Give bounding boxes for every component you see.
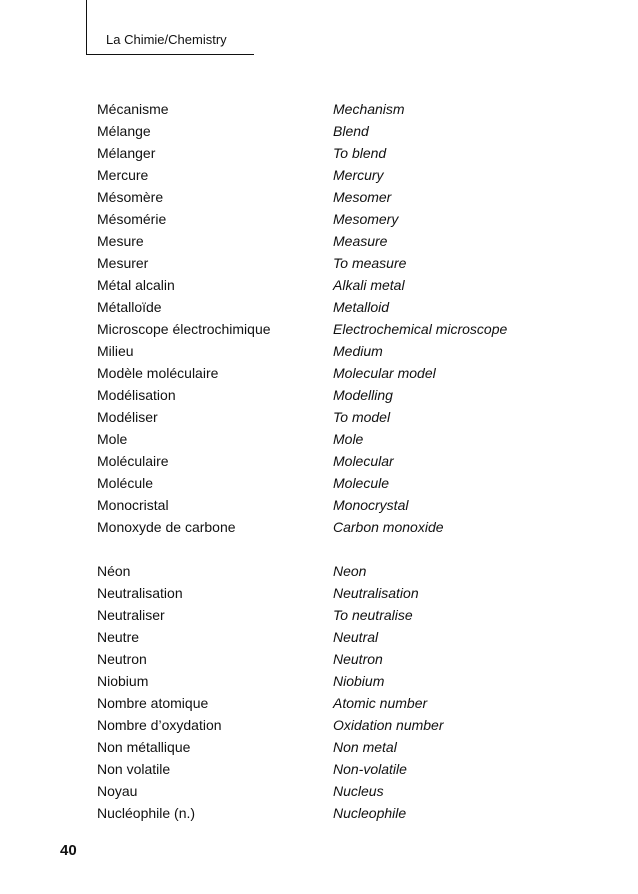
french-term: Modélisation — [97, 387, 176, 403]
english-term: Modelling — [333, 387, 393, 403]
header-horizontal-rule — [86, 54, 254, 55]
glossary-entry — [97, 472, 557, 494]
glossary-entry — [97, 142, 557, 164]
french-term: Métalloïde — [97, 299, 162, 315]
english-term: Atomic number — [333, 695, 428, 711]
english-term: Non metal — [333, 739, 397, 755]
glossary-entry — [97, 714, 557, 736]
french-term: Mesure — [97, 233, 144, 249]
glossary-entry — [97, 582, 557, 604]
french-term: Néon — [97, 563, 131, 579]
glossary-entry — [97, 428, 557, 450]
glossary-list — [97, 98, 557, 824]
glossary-entry — [97, 604, 557, 626]
french-term: Non métallique — [97, 739, 191, 755]
english-term: Medium — [333, 343, 383, 359]
english-term: Neutralisation — [333, 585, 419, 601]
english-term: Mesomery — [333, 211, 399, 227]
french-term: Mésomère — [97, 189, 164, 205]
glossary-entry — [97, 780, 557, 802]
glossary-entry — [97, 626, 557, 648]
glossary-entry — [97, 274, 557, 296]
french-term: Métal alcalin — [97, 277, 175, 293]
english-term: To neutralise — [333, 607, 413, 623]
page-number: 40 — [60, 842, 77, 859]
english-term: Mercury — [333, 167, 384, 183]
french-term: Milieu — [97, 343, 134, 359]
header-vertical-rule — [86, 0, 87, 54]
glossary-entry — [97, 516, 557, 538]
french-term: Neutron — [97, 651, 147, 667]
french-term: Microscope électrochimique — [97, 321, 271, 337]
english-term: To model — [333, 409, 391, 425]
french-term: Nombre d’oxydation — [97, 717, 222, 733]
french-term: Neutraliser — [97, 607, 165, 623]
english-term: Electrochemical microscope — [333, 321, 508, 337]
glossary-entry — [97, 670, 557, 692]
english-term: Niobium — [333, 673, 385, 689]
glossary-entry — [97, 164, 557, 186]
glossary-entry — [97, 208, 557, 230]
english-term: Neutral — [333, 629, 379, 645]
glossary-entry — [97, 692, 557, 714]
glossary-entry — [97, 340, 557, 362]
english-term: Non-volatile — [333, 761, 407, 777]
glossary-entry — [97, 362, 557, 384]
english-term: Molecular model — [333, 365, 436, 381]
french-term: Mésomérie — [97, 211, 167, 227]
french-term: Nucléophile (n.) — [97, 805, 196, 821]
english-term: To measure — [333, 255, 407, 271]
glossary-entry — [97, 230, 557, 252]
english-term: Mechanism — [333, 101, 405, 117]
french-term: Mole — [97, 431, 128, 447]
english-term: Nucleophile — [333, 805, 407, 821]
french-term: Noyau — [97, 783, 138, 799]
french-term: Monocristal — [97, 497, 169, 513]
english-term: Neon — [333, 563, 367, 579]
glossary-entry — [97, 406, 557, 428]
english-term: Molecular — [333, 453, 394, 469]
french-term: Mercure — [97, 167, 149, 183]
glossary-entry — [97, 758, 557, 780]
glossary-entry — [97, 648, 557, 670]
french-term: Molécule — [97, 475, 154, 491]
french-term: Modéliser — [97, 409, 158, 425]
english-term: Mesomer — [333, 189, 392, 205]
glossary-entry — [97, 384, 557, 406]
french-term: Monoxyde de carbone — [97, 519, 236, 535]
english-term: Molecule — [333, 475, 390, 491]
french-term: Mécanisme — [97, 101, 169, 117]
glossary-entry — [97, 736, 557, 758]
english-term: Measure — [333, 233, 388, 249]
glossary-entry — [97, 296, 557, 318]
english-term: Oxidation number — [333, 717, 444, 733]
running-head: La Chimie/Chemistry — [106, 32, 227, 47]
glossary-entry — [97, 98, 557, 120]
glossary-entry — [97, 186, 557, 208]
french-term: Neutralisation — [97, 585, 183, 601]
french-term: Neutre — [97, 629, 140, 645]
english-term: Blend — [333, 123, 369, 139]
glossary-entry — [97, 494, 557, 516]
french-term: Non volatile — [97, 761, 171, 777]
english-term: Nucleus — [333, 783, 384, 799]
english-term: Metalloid — [333, 299, 390, 315]
section-spacer — [97, 538, 557, 560]
glossary-entry — [97, 802, 557, 824]
glossary-entry — [97, 318, 557, 340]
english-term: Neutron — [333, 651, 383, 667]
french-term: Niobium — [97, 673, 149, 689]
french-term: Mélanger — [97, 145, 156, 161]
french-term: Mélange — [97, 123, 151, 139]
glossary-entry — [97, 120, 557, 142]
english-term: Carbon monoxide — [333, 519, 444, 535]
glossary-entry — [97, 560, 557, 582]
french-term: Modèle moléculaire — [97, 365, 219, 381]
french-term: Mesurer — [97, 255, 149, 271]
english-term: To blend — [333, 145, 387, 161]
english-term: Mole — [333, 431, 364, 447]
english-term: Alkali metal — [333, 277, 405, 293]
glossary-entry — [97, 252, 557, 274]
french-term: Nombre atomique — [97, 695, 209, 711]
french-term: Moléculaire — [97, 453, 169, 469]
english-term: Monocrystal — [333, 497, 409, 513]
glossary-entry — [97, 450, 557, 472]
